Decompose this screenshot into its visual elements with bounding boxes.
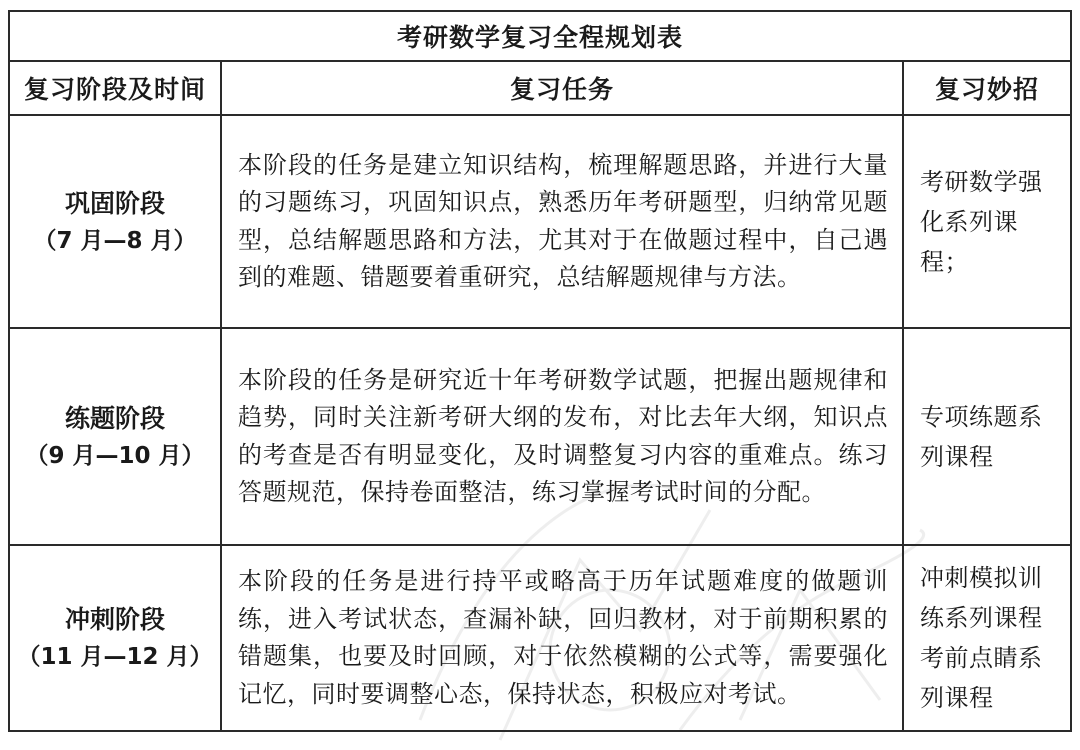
tip-line: 考前点睛系 xyxy=(920,644,1043,672)
stage-cell xyxy=(9,328,221,545)
stage-cell xyxy=(9,545,221,731)
table-header-row xyxy=(9,61,1071,115)
table-row xyxy=(9,115,1071,328)
tip-line: 冲刺模拟训 xyxy=(920,564,1043,592)
stage-name: 巩固阶段 xyxy=(64,188,165,218)
tip-cell xyxy=(903,115,1071,328)
stage-name: 冲刺阶段 xyxy=(64,605,165,634)
table-title: 考研数学复习全程规划表 xyxy=(9,11,1071,61)
stage-time: （9 月—10 月） xyxy=(25,442,205,469)
tip-line: 化系列课程； xyxy=(920,207,1018,276)
table-row xyxy=(9,328,1071,545)
table-row xyxy=(9,545,1071,731)
table-title-row xyxy=(9,11,1071,61)
tip-line: 考研数学强 xyxy=(920,167,1043,196)
stage-name: 练题阶段 xyxy=(64,403,165,433)
header-tip: 复习妙招 xyxy=(903,61,1071,115)
header-task: 复习任务 xyxy=(221,61,903,115)
task-text: 本阶段的任务是研究近十年考研数学试题，把握出题规律和趋势，同时关注新考研大纲的发布，对比去年大纲，知识点的考查是否有明显变化，及时调整复习内容的重难点。练习答题规范，保持卷面整洁，练习掌握考试时间的分配。 xyxy=(221,328,903,545)
tip-line: 练系列课程 xyxy=(920,604,1043,632)
stage-time: （7 月—8 月） xyxy=(33,227,197,254)
tip-line: 列课程 xyxy=(920,442,994,471)
tip-line: 专项练题系 xyxy=(920,402,1043,431)
header-stage: 复习阶段及时间 xyxy=(9,61,221,115)
tip-line: 列课程 xyxy=(920,684,994,712)
stage-cell xyxy=(9,115,221,328)
stage-time: （11 月—12 月） xyxy=(17,644,213,670)
tip-cell xyxy=(903,328,1071,545)
task-text: 本阶段的任务是建立知识结构，梳理解题思路，并进行大量的习题练习，巩固知识点，熟悉历年考研题型，归纳常见题型，总结解题思路和方法，尤其对于在做题过程中，自己遇到的难题、错题要着重研究，总结解题规律与方法。 xyxy=(221,115,903,328)
task-text: 本阶段的任务是进行持平或略高于历年试题难度的做题训练，进入考试状态，查漏补缺，回归教材，对于前期积累的错题集，也要及时回顾，对于依然模糊的公式等，需要强化记忆，同时要调整心态，保持状态，积极应对考试。 xyxy=(221,545,903,731)
tip-cell xyxy=(903,545,1071,731)
review-plan-table xyxy=(8,10,1072,732)
